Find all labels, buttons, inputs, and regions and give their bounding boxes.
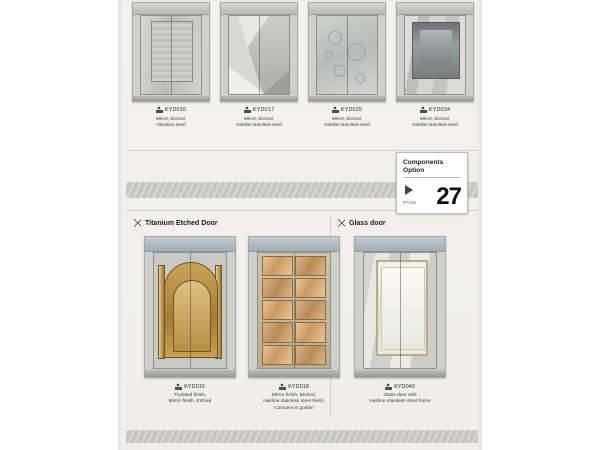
top-product-row: [126, 2, 476, 148]
product-caption: [248, 383, 340, 412]
panel-tile: [262, 256, 293, 276]
door-icon: [332, 106, 339, 113]
door-split-line: [347, 16, 348, 94]
product-code: KYD016: [164, 106, 187, 113]
door-base: [397, 96, 473, 101]
product-caption: [396, 106, 474, 128]
door-header: [355, 237, 445, 252]
product-card[interactable]: [144, 236, 236, 406]
door-body: [404, 15, 466, 95]
panel-tile: [262, 322, 293, 342]
door-icon: [244, 106, 251, 113]
product-code: KYD043: [394, 383, 415, 390]
product-description: [144, 393, 236, 406]
description-line-1: Mirror, Etched,: [244, 116, 274, 121]
description-line-1: Ti-plated finish,: [173, 393, 207, 398]
door-body: [140, 15, 202, 95]
description-line-2: Hairline stainless steel: [236, 122, 282, 127]
door-icon: [156, 106, 163, 113]
door-body: [316, 15, 378, 95]
door-icon: [420, 106, 427, 113]
door-body: [228, 15, 290, 95]
bottom-product-row: [126, 236, 476, 426]
product-description: [132, 116, 210, 128]
door-header: [221, 3, 297, 15]
product-code: KYD017: [252, 106, 275, 113]
description-line-1: Glass door with: [383, 393, 417, 398]
double-chevron-icon: [134, 219, 141, 227]
door-header: [145, 237, 235, 252]
section-title-glass: [338, 219, 386, 227]
door-body: [153, 252, 227, 369]
badge-page-label: PAGE: [403, 200, 417, 205]
product-code-row: [396, 106, 474, 113]
product-card[interactable]: [132, 2, 210, 128]
description-line-2: Hairline stainless steel frame: [369, 399, 431, 405]
badge-rule: [403, 177, 461, 178]
product-caption: [144, 383, 236, 406]
description-line-2: Mirror finish, Etched: [168, 399, 212, 405]
door-icon: [385, 383, 392, 390]
decorative-band-lower: [126, 430, 478, 443]
door-split-line: [294, 253, 295, 368]
door-split-line: [171, 16, 172, 94]
product-code-row: [354, 383, 446, 390]
door-icon: [175, 383, 182, 390]
door-split-line: [400, 253, 401, 368]
arrow-right-icon: [405, 185, 413, 195]
door-base: [221, 96, 297, 101]
product-description: [396, 116, 474, 128]
door-split-line: [190, 253, 191, 368]
door-header: [397, 3, 473, 15]
description-line-3: Concave in golden: [274, 405, 314, 411]
description-line-1: Mirror finish, Etched,: [272, 393, 316, 398]
door-split-line: [259, 16, 260, 94]
elevator-door-image: [132, 2, 210, 102]
badge-title: Components Option: [403, 159, 444, 174]
elevator-door-image: [308, 2, 386, 102]
product-card[interactable]: [396, 2, 474, 128]
product-caption: [220, 106, 298, 128]
product-caption: [308, 106, 386, 128]
description-line-1: Mirror, Etched,: [156, 116, 186, 121]
door-header: [309, 3, 385, 15]
product-card[interactable]: [308, 2, 386, 128]
elevator-door-image: [396, 2, 474, 102]
product-card[interactable]: [220, 2, 298, 128]
elevator-door-image: [220, 2, 298, 102]
elevator-door-image: [144, 236, 236, 378]
product-code: KYD025: [340, 106, 363, 113]
description-line-2: Hairline stainless steel: [324, 122, 370, 127]
door-base: [309, 96, 385, 101]
product-code-row: [144, 383, 236, 390]
description-line-2: Hairline stainless steel: [412, 122, 458, 127]
elevator-door-image: [354, 236, 446, 378]
panel-tile: [262, 345, 293, 365]
cabin-view-pattern: [405, 16, 465, 94]
door-body: [257, 252, 331, 369]
description-line-1: Mirror, Etched,: [420, 116, 450, 121]
door-base: [249, 370, 339, 377]
section-title-text: Glass door: [349, 219, 386, 227]
description-line-2: Hairline stainless steel finish,: [263, 399, 325, 405]
product-code: KYD018: [288, 383, 309, 390]
product-caption: [132, 106, 210, 128]
product-card[interactable]: [354, 236, 446, 406]
elevator-door-image: [248, 236, 340, 378]
cabin-interior: [412, 22, 460, 79]
panel-tile: [295, 322, 326, 342]
door-body: [363, 252, 437, 369]
product-description: [354, 393, 446, 406]
components-option-badge: [396, 152, 468, 214]
panel-tile: [295, 256, 326, 276]
panel-tile: [262, 278, 293, 298]
product-card[interactable]: [248, 236, 340, 412]
badge-page-number: 27: [436, 183, 461, 210]
panel-tile: [262, 300, 293, 320]
door-base: [355, 370, 445, 377]
product-code-row: [220, 106, 298, 113]
product-code: KYD015: [184, 383, 205, 390]
product-code-row: [132, 106, 210, 113]
door-header: [133, 3, 209, 15]
product-caption: [354, 383, 446, 406]
panel-tile: [295, 300, 326, 320]
product-description: [308, 116, 386, 128]
product-code-row: [248, 383, 340, 390]
panel-tile: [295, 278, 326, 298]
door-base: [145, 370, 235, 377]
double-chevron-icon: [338, 219, 345, 227]
door-base: [133, 96, 209, 101]
panel-tile: [295, 345, 326, 365]
product-description: [220, 116, 298, 128]
product-code-row: [308, 106, 386, 113]
section-divider-top: [126, 150, 478, 151]
door-icon: [279, 383, 286, 390]
product-description: [248, 393, 340, 412]
door-header: [249, 237, 339, 252]
section-title-text: Titanium Etched Door: [145, 219, 218, 227]
section-title-titanium: [134, 219, 218, 227]
description-line-1: Mirror, Etched,: [332, 116, 362, 121]
product-code: KYD034: [428, 106, 451, 113]
glass-panel: [376, 260, 429, 356]
description-line-2: Vibration steel: [156, 122, 186, 127]
